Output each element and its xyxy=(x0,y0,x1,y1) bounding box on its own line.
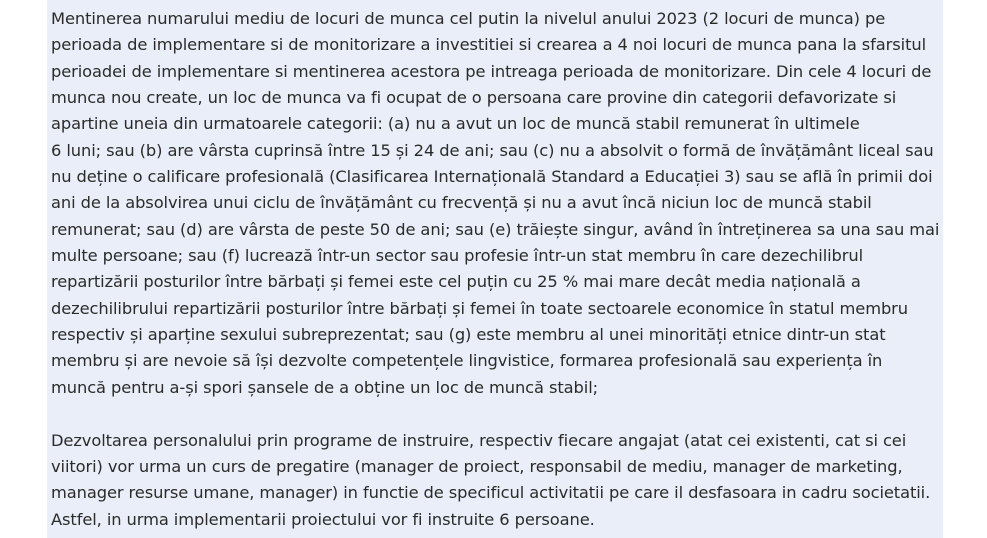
text-line: Dezvoltarea personalului prin programe de instruire, respectiv fiecare angajat (atat cei existenti, cat si cei xyxy=(51,430,907,450)
text-line: nu deține o calificare profesională (Clasificarea Internațională Standard a Educației 3) sau se află în primii doi xyxy=(51,167,933,187)
paragraph-spacer xyxy=(51,401,939,427)
paragraph-staff-training xyxy=(51,428,939,533)
text-line: multe persoane; sau (f) lucrează într-un sector sau profesie într-un stat membru în care dezechilibrul xyxy=(51,246,864,266)
text-line: ani de la absolvirea unui ciclu de învățământ cu frecvență și nu a avut încă niciun loc de muncă stabil xyxy=(51,193,872,213)
text-line: apartine uneia din urmatoarele categorii: (a) nu a avut un loc de muncă stabil remunerat în ultimele xyxy=(51,114,860,134)
text-line: remunerat; sau (d) are vârsta de peste 50 de ani; sau (e) trăiește singur, având în întreținerea sa una sau mai xyxy=(51,219,940,239)
text-line: Mentinerea numarului mediu de locuri de munca cel putin la nivelul anului 2023 (2 locuri de munca) pe xyxy=(51,9,886,28)
text-line: muncă pentru a-și spori șansele de a obține un loc de muncă stabil; xyxy=(51,377,598,397)
text-line: manager resurse umane, manager) in functie de specificul activitatii pe care il desfasoara in cadru societatii. xyxy=(51,483,931,503)
text-line: viitori) vor urma un curs de pregatire (manager de proiect, responsabil de mediu, manager de marketing, xyxy=(51,456,903,476)
text-line: munca nou create, un loc de munca va fi ocupat de o persoana care provine din categorii defavorizate si xyxy=(51,88,897,108)
text-line: Astfel, in urma implementarii proiectului vor fi instruite 6 persoane. xyxy=(51,509,595,529)
document-text-panel xyxy=(47,0,943,538)
text-line: 6 luni; sau (b) are vârsta cuprinsă între 15 și 24 de ani; sau (c) nu a absolvit o formă de învățământ liceal sau xyxy=(51,140,934,160)
text-line: respectiv și aparține sexului subreprezentat; sau (g) este membru al unei minorități etnice dintr-un stat xyxy=(51,325,886,345)
text-line: membru și are nevoie să își dezvolte competențele lingvistice, formarea profesională sau experiența în xyxy=(51,351,883,371)
text-line: repartizării posturilor între bărbați și femei este cel puțin cu 25 % mai mare decât media națională a xyxy=(51,272,861,292)
paragraph-job-maintenance xyxy=(51,6,939,401)
text-line: dezechilibrului repartizării posturilor între bărbați și femei în toate sectoarele economice în statul membru xyxy=(51,298,908,318)
text-line: perioadei de implementare si mentinerea acestora pe intreaga perioada de monitorizare. Din cele 4 locuri de xyxy=(51,61,932,81)
text-line: perioada de implementare si de monitorizare a investitiei si crearea a 4 noi locuri de munca pana la sfarsitul xyxy=(51,35,926,55)
